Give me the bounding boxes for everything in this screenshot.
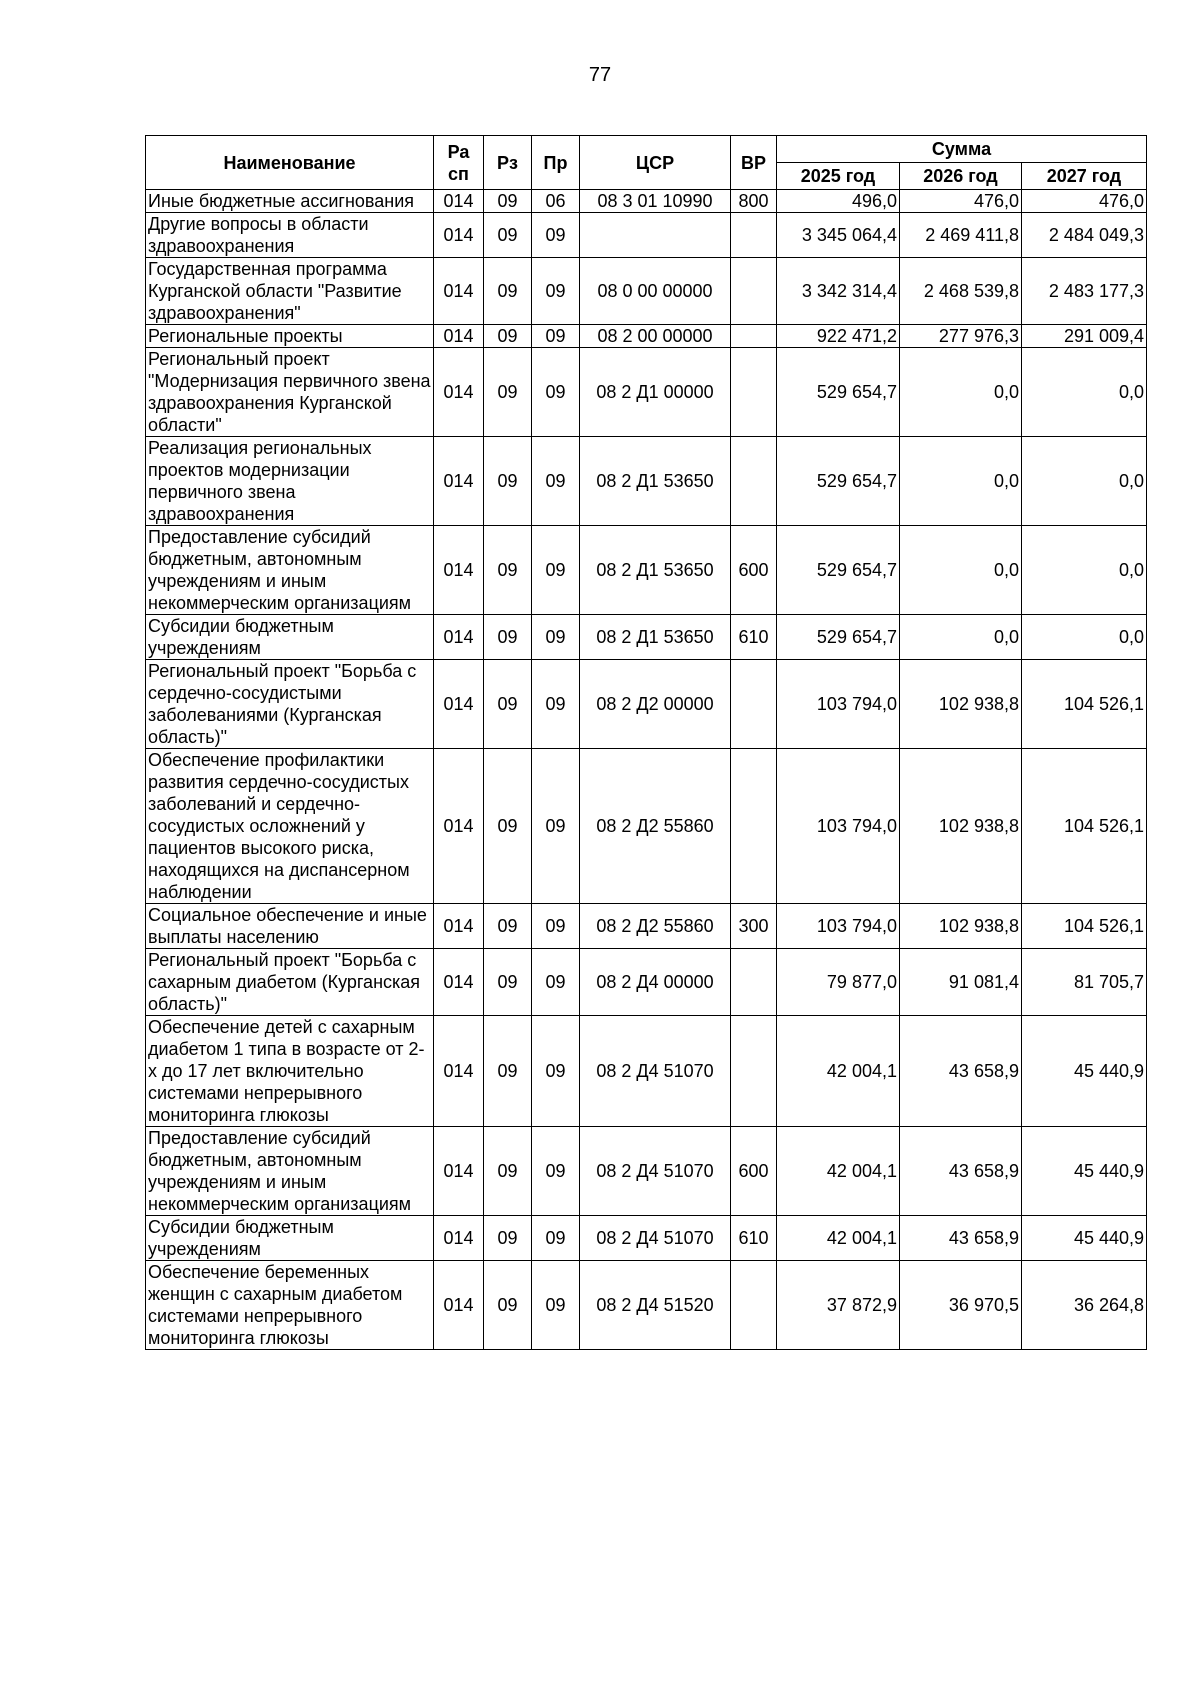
rz-cell: 09 [484,213,532,258]
rz-cell: 09 [484,615,532,660]
csr-cell: 08 2 Д1 53650 [580,615,731,660]
rz-cell: 09 [484,437,532,526]
name-cell: Региональные проекты [146,325,434,348]
csr-cell: 08 2 Д1 53650 [580,437,731,526]
amount-2027-cell: 104 526,1 [1022,660,1147,749]
pr-cell: 09 [532,213,580,258]
vr-cell [731,213,777,258]
amount-2027-cell: 0,0 [1022,348,1147,437]
csr-cell: 08 2 Д4 00000 [580,949,731,1016]
amount-2025-cell: 922 471,2 [777,325,900,348]
table-row [146,1016,1147,1127]
amount-2027-cell: 45 440,9 [1022,1127,1147,1216]
header-vr: ВР [731,136,777,190]
name-cell: Реализация региональных проектов модернизации первичного звена здравоохранения [146,437,434,526]
table-row [146,348,1147,437]
name-cell: Государственная программа Курганской области "Развитие здравоохранения" [146,258,434,325]
table-row [146,749,1147,904]
header-rasp: Ра сп [434,136,484,190]
vr-cell: 300 [731,904,777,949]
csr-cell: 08 2 Д4 51520 [580,1261,731,1350]
table-row [146,1261,1147,1350]
amount-2027-cell: 2 483 177,3 [1022,258,1147,325]
csr-cell [580,213,731,258]
vr-cell: 610 [731,1216,777,1261]
name-cell: Социальное обеспечение и иные выплаты населению [146,904,434,949]
page-number: 77 [588,64,612,86]
rz-cell: 09 [484,258,532,325]
vr-cell [731,749,777,904]
name-cell: Обеспечение беременных женщин с сахарным диабетом системами непрерывного мониторинга глюкозы [146,1261,434,1350]
amount-2027-cell: 291 009,4 [1022,325,1147,348]
pr-cell: 09 [532,1016,580,1127]
amount-2025-cell: 103 794,0 [777,749,900,904]
amount-2025-cell: 42 004,1 [777,1216,900,1261]
amount-2026-cell: 91 081,4 [900,949,1022,1016]
vr-cell: 600 [731,526,777,615]
csr-cell: 08 2 Д4 51070 [580,1127,731,1216]
name-cell: Предоставление субсидий бюджетным, автономным учреждениям и иным некоммерческим организациям [146,526,434,615]
table-row [146,660,1147,749]
table-row [146,526,1147,615]
amount-2027-cell: 45 440,9 [1022,1216,1147,1261]
header-rz: Рз [484,136,532,190]
rz-cell: 09 [484,1261,532,1350]
pr-cell: 09 [532,1261,580,1350]
header-year-2026: 2026 год [900,163,1022,190]
amount-2025-cell: 3 342 314,4 [777,258,900,325]
name-cell: Предоставление субсидий бюджетным, автономным учреждениям и иным некоммерческим организациям [146,1127,434,1216]
header-csr: ЦСР [580,136,731,190]
vr-cell: 800 [731,190,777,213]
rz-cell: 09 [484,949,532,1016]
header-year-2025: 2025 год [777,163,900,190]
pr-cell: 09 [532,660,580,749]
header-name: Наименование [146,136,434,190]
rasp-cell: 014 [434,1127,484,1216]
rz-cell: 09 [484,348,532,437]
amount-2025-cell: 496,0 [777,190,900,213]
rasp-cell: 014 [434,437,484,526]
rasp-cell: 014 [434,660,484,749]
vr-cell: 600 [731,1127,777,1216]
rasp-cell: 014 [434,904,484,949]
amount-2026-cell: 43 658,9 [900,1127,1022,1216]
rz-cell: 09 [484,1127,532,1216]
csr-cell: 08 2 Д1 00000 [580,348,731,437]
table-row [146,190,1147,213]
vr-cell: 610 [731,615,777,660]
amount-2026-cell: 43 658,9 [900,1016,1022,1127]
pr-cell: 09 [532,949,580,1016]
table-body [146,190,1147,1350]
csr-cell: 08 2 Д2 55860 [580,749,731,904]
table-row [146,1127,1147,1216]
amount-2027-cell: 104 526,1 [1022,749,1147,904]
pr-cell: 09 [532,348,580,437]
table-row [146,949,1147,1016]
amount-2026-cell: 277 976,3 [900,325,1022,348]
vr-cell [731,660,777,749]
amount-2027-cell: 36 264,8 [1022,1261,1147,1350]
rasp-cell: 014 [434,1016,484,1127]
pr-cell: 09 [532,615,580,660]
vr-cell [731,437,777,526]
amount-2026-cell: 0,0 [900,348,1022,437]
rz-cell: 09 [484,190,532,213]
rasp-cell: 014 [434,615,484,660]
rz-cell: 09 [484,1216,532,1261]
rasp-cell: 014 [434,1261,484,1350]
amount-2027-cell: 81 705,7 [1022,949,1147,1016]
table-row [146,213,1147,258]
amount-2026-cell: 0,0 [900,437,1022,526]
rasp-cell: 014 [434,526,484,615]
amount-2025-cell: 3 345 064,4 [777,213,900,258]
pr-cell: 09 [532,904,580,949]
csr-cell: 08 2 Д2 00000 [580,660,731,749]
amount-2027-cell: 45 440,9 [1022,1016,1147,1127]
amount-2027-cell: 104 526,1 [1022,904,1147,949]
rasp-cell: 014 [434,325,484,348]
amount-2026-cell: 102 938,8 [900,660,1022,749]
csr-cell: 08 2 Д4 51070 [580,1016,731,1127]
rasp-cell: 014 [434,949,484,1016]
amount-2025-cell: 37 872,9 [777,1261,900,1350]
amount-2025-cell: 42 004,1 [777,1016,900,1127]
name-cell: Субсидии бюджетным учреждениям [146,1216,434,1261]
amount-2027-cell: 0,0 [1022,437,1147,526]
name-cell: Региональный проект "Борьба с сердечно-сосудистыми заболеваниями (Курганская область)" [146,660,434,749]
name-cell: Региональный проект "Борьба с сахарным диабетом (Курганская область)" [146,949,434,1016]
table-row [146,1216,1147,1261]
amount-2025-cell: 529 654,7 [777,526,900,615]
rasp-cell: 014 [434,258,484,325]
rasp-cell: 014 [434,749,484,904]
rz-cell: 09 [484,660,532,749]
amount-2025-cell: 79 877,0 [777,949,900,1016]
table-row [146,615,1147,660]
rasp-cell: 014 [434,190,484,213]
csr-cell: 08 2 00 00000 [580,325,731,348]
pr-cell: 09 [532,526,580,615]
rz-cell: 09 [484,904,532,949]
table-row [146,437,1147,526]
pr-cell: 09 [532,325,580,348]
vr-cell [731,325,777,348]
amount-2026-cell: 476,0 [900,190,1022,213]
name-cell: Другие вопросы в области здравоохранения [146,213,434,258]
amount-2027-cell: 476,0 [1022,190,1147,213]
name-cell: Региональный проект "Модернизация первичного звена здравоохранения Курганской области" [146,348,434,437]
amount-2026-cell: 2 469 411,8 [900,213,1022,258]
amount-2025-cell: 529 654,7 [777,615,900,660]
amount-2026-cell: 43 658,9 [900,1216,1022,1261]
amount-2025-cell: 42 004,1 [777,1127,900,1216]
pr-cell: 09 [532,258,580,325]
rasp-cell: 014 [434,348,484,437]
header-sum: Сумма [777,136,1147,163]
amount-2026-cell: 0,0 [900,615,1022,660]
rz-cell: 09 [484,1016,532,1127]
pr-cell: 06 [532,190,580,213]
name-cell: Обеспечение профилактики развития сердечно-сосудистых заболеваний и сердечно-сосудистых осложнений у пациентов высокого риска, находящихся на диспансерном наблюдении [146,749,434,904]
table-row [146,258,1147,325]
amount-2025-cell: 103 794,0 [777,660,900,749]
vr-cell [731,258,777,325]
csr-cell: 08 2 Д2 55860 [580,904,731,949]
rasp-cell: 014 [434,1216,484,1261]
amount-2025-cell: 103 794,0 [777,904,900,949]
amount-2026-cell: 102 938,8 [900,904,1022,949]
vr-cell [731,949,777,1016]
amount-2025-cell: 529 654,7 [777,437,900,526]
csr-cell: 08 0 00 00000 [580,258,731,325]
rasp-cell: 014 [434,213,484,258]
rz-cell: 09 [484,325,532,348]
budget-table [145,135,1147,1350]
rz-cell: 09 [484,526,532,615]
csr-cell: 08 3 01 10990 [580,190,731,213]
amount-2026-cell: 102 938,8 [900,749,1022,904]
vr-cell [731,1016,777,1127]
table-row [146,325,1147,348]
header-year-2027: 2027 год [1022,163,1147,190]
csr-cell: 08 2 Д4 51070 [580,1216,731,1261]
pr-cell: 09 [532,749,580,904]
header-pr: Пр [532,136,580,190]
pr-cell: 09 [532,1216,580,1261]
name-cell: Субсидии бюджетным учреждениям [146,615,434,660]
table-row [146,904,1147,949]
amount-2027-cell: 0,0 [1022,526,1147,615]
amount-2027-cell: 0,0 [1022,615,1147,660]
amount-2025-cell: 529 654,7 [777,348,900,437]
amount-2026-cell: 0,0 [900,526,1022,615]
amount-2026-cell: 2 468 539,8 [900,258,1022,325]
vr-cell [731,1261,777,1350]
vr-cell [731,348,777,437]
rz-cell: 09 [484,749,532,904]
pr-cell: 09 [532,437,580,526]
pr-cell: 09 [532,1127,580,1216]
table-header [146,136,1147,190]
csr-cell: 08 2 Д1 53650 [580,526,731,615]
name-cell: Иные бюджетные ассигнования [146,190,434,213]
amount-2027-cell: 2 484 049,3 [1022,213,1147,258]
amount-2026-cell: 36 970,5 [900,1261,1022,1350]
name-cell: Обеспечение детей с сахарным диабетом 1 типа в возрасте от 2-х до 17 лет включительно системами непрерывного мониторинга глюкозы [146,1016,434,1127]
